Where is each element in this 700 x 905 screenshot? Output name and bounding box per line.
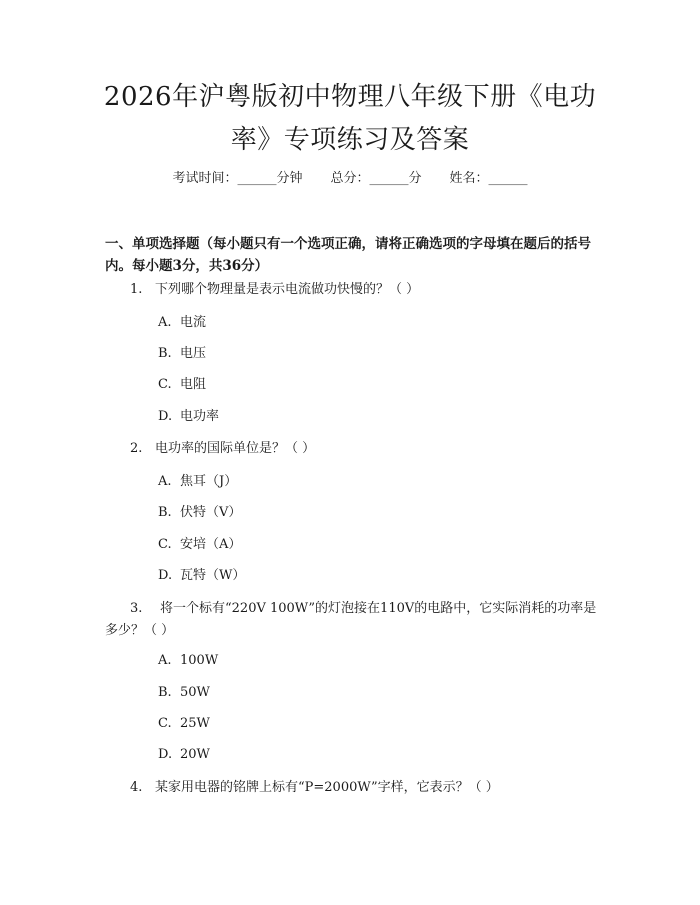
option-3b [158, 684, 210, 702]
option-1b [158, 345, 206, 363]
question-number: 2. [130, 441, 143, 456]
option-text: 电流 [180, 315, 207, 330]
option-3a [158, 652, 218, 670]
option-letter: C. [158, 716, 172, 731]
section-heading: 一、单项选择题（每小题只有一个选项正确，请将正确选项的字母填在题后的括号内。每小题3分，共36分） [105, 236, 591, 274]
option-2d [158, 567, 245, 585]
option-letter: A. [158, 474, 172, 489]
option-3d [158, 746, 210, 764]
score-unit: 分 [408, 171, 422, 186]
option-letter: A. [158, 653, 172, 668]
option-letter: C. [158, 537, 172, 552]
option-text: 电阻 [180, 377, 207, 392]
option-2b [158, 504, 241, 522]
option-1c [158, 376, 206, 394]
option-1d [158, 408, 219, 426]
option-text: 电功率 [180, 409, 220, 424]
option-letter: D. [158, 747, 173, 762]
option-text: 焦耳（J） [180, 474, 238, 489]
option-2a [158, 473, 237, 491]
option-letter: B. [158, 685, 172, 700]
option-letter: B. [158, 346, 172, 361]
title-line-2: 率》专项练习及答案 [230, 125, 470, 155]
time-label: 考试时间： [172, 171, 238, 186]
option-letter: C. [158, 377, 172, 392]
question-number: 1. [130, 282, 143, 297]
question-text: 下列哪个物理量是表示电流做功快慢的？（ ） [155, 282, 420, 297]
name-label: 姓名： [449, 171, 489, 186]
title-line-1: 2026年沪粤版初中物理八年级下册《电功 [103, 82, 597, 112]
page-title [100, 76, 600, 162]
option-text: 伏特（V） [180, 505, 242, 520]
time-blank: ______ [237, 171, 277, 186]
option-text: 瓦特（W） [180, 568, 246, 583]
question-number: 4. [130, 780, 143, 795]
question-number: 3. [130, 601, 143, 616]
option-letter: D. [158, 568, 173, 583]
question-text: 电功率的国际单位是？（ ） [155, 441, 316, 456]
question-3 [105, 598, 601, 642]
option-text: 20W [180, 747, 210, 762]
option-text: 电压 [180, 346, 207, 361]
option-2c [158, 536, 241, 554]
option-text: 安培（A） [180, 537, 242, 552]
option-letter: D. [158, 409, 173, 424]
option-letter: A. [158, 315, 172, 330]
option-letter: B. [158, 505, 172, 520]
option-text: 100W [180, 653, 219, 668]
name-blank: ______ [488, 171, 528, 186]
question-text: 某家用电器的铭牌上标有“P=2000W”字样，它表示？（ ） [155, 780, 499, 795]
score-label: 总分： [330, 171, 370, 186]
option-1a [158, 314, 206, 332]
time-unit: 分钟 [276, 171, 303, 186]
question-text: 将一个标有“220V 100W”的灯泡接在110V的电路中，它实际消耗的功率是多少？（ ） [105, 601, 597, 638]
option-3c [158, 715, 210, 733]
option-text: 50W [180, 685, 210, 700]
exam-info [0, 170, 700, 188]
option-text: 25W [180, 716, 210, 731]
score-blank: ______ [369, 171, 409, 186]
